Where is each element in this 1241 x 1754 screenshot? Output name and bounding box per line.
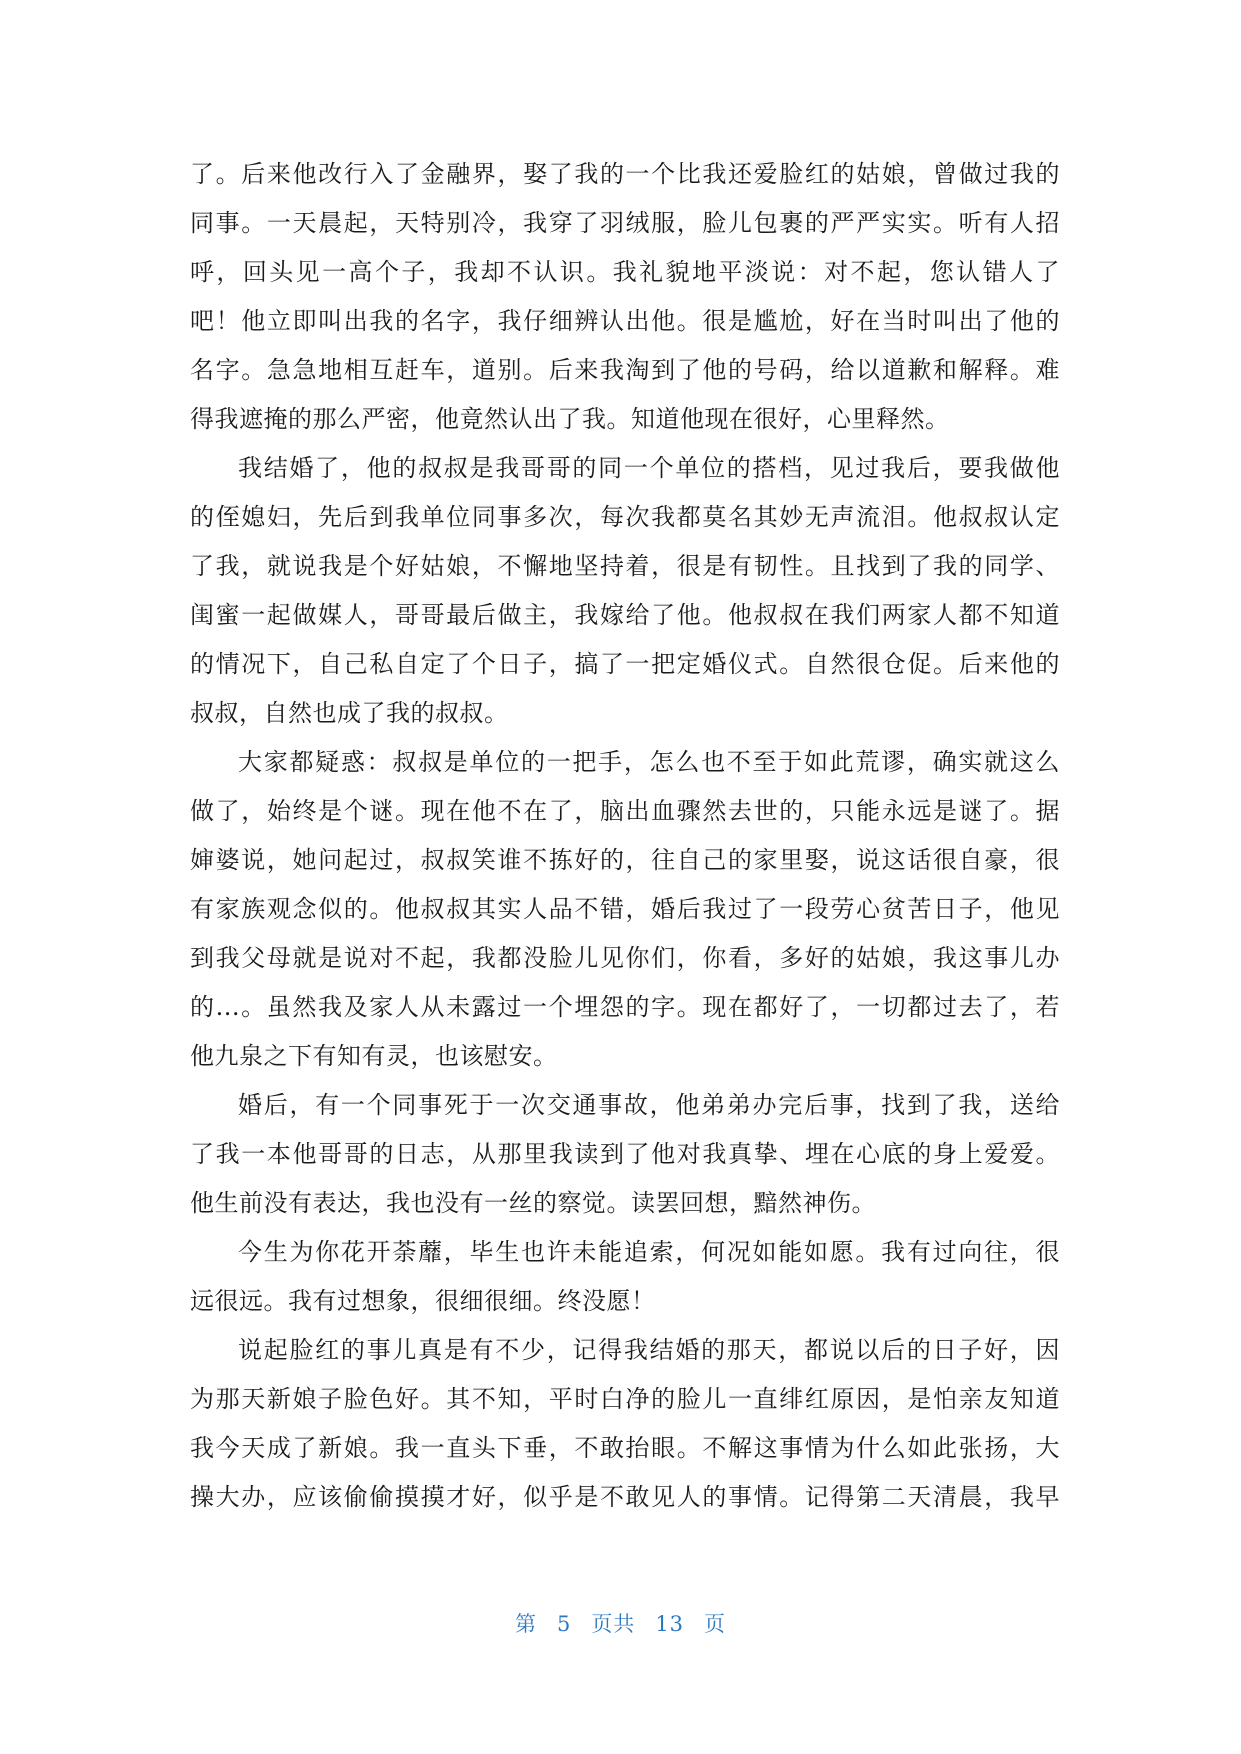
text-line: 做了，始终是个谜。现在他不在了，脑出血骤然去世的，只能永远是谜了。据: [190, 797, 1060, 825]
text-line: 为那天新娘子脸色好。其不知，平时白净的脸儿一直绯红原因，是怕亲友知道: [190, 1385, 1060, 1413]
text-line: 有家族观念似的。他叔叔其实人品不错，婚后我过了一段劳心贫苦日子，他见: [190, 895, 1060, 923]
footer-middle: 页共: [591, 1612, 636, 1636]
text-line: 得我遮掩的那么严密，他竟然认出了我。知道他现在很好，心里释然。: [190, 405, 950, 433]
text-line: 的情况下，自己私自定了个日子，搞了一把定婚仪式。自然很仓促。后来他的: [190, 650, 1060, 678]
text-line: 名字。急急地相互赶车，道别。后来我淘到了他的号码，给以道歉和解释。难: [190, 356, 1060, 384]
text-line: 的...。虽然我及家人从未露过一个埋怨的字。现在都好了，一切都过去了，若: [190, 993, 1060, 1021]
text-line: 呼，回头见一高个子，我却不认识。我礼貌地平淡说：对不起，您认错人了: [190, 258, 1060, 286]
text-line: 了我一本他哥哥的日志，从那里我读到了他对我真挚、埋在心底的身上爱爱。: [190, 1140, 1060, 1168]
text-line: 他生前没有表达，我也没有一丝的察觉。读罢回想，黯然神伤。: [190, 1189, 876, 1217]
text-line: 同事。一天晨起，天特别冷，我穿了羽绒服，脸儿包裹的严严实实。听有人招: [190, 209, 1060, 237]
page-footer: [0, 1608, 1241, 1638]
footer-suffix: 页: [704, 1612, 727, 1636]
text-line: 的侄媳妇，先后到我单位同事多次，每次我都莫名其妙无声流泪。他叔叔认定: [190, 503, 1060, 531]
text-line: 我结婚了，他的叔叔是我哥哥的同一个单位的搭档，见过我后，要我做他: [238, 454, 1060, 482]
text-line: 了。后来他改行入了金融界，娶了我的一个比我还爱脸红的姑娘，曾做过我的: [190, 160, 1060, 188]
text-line: 今生为你花开荼蘼，毕生也许未能追索，何况如能如愿。我有过向往，很: [238, 1238, 1060, 1266]
text-line: 到我父母就是说对不起，我都没脸儿见你们，你看，多好的姑娘，我这事儿办: [190, 944, 1060, 972]
text-line: 操大办，应该偷偷摸摸才好，似乎是不敢见人的事情。记得第二天清晨，我早: [190, 1483, 1060, 1511]
text-line: 了我，就说我是个好姑娘，不懈地坚持着，很是有韧性。且找到了我的同学、: [190, 552, 1060, 580]
text-line: 他九泉之下有知有灵，也该慰安。: [190, 1042, 558, 1070]
text-line: 婚后，有一个同事死于一次交通事故，他弟弟办完后事，找到了我，送给: [238, 1091, 1060, 1119]
footer-page-number: 5: [556, 1612, 572, 1636]
text-line: 大家都疑惑：叔叔是单位的一把手，怎么也不至于如此荒谬，确实就这么: [238, 748, 1060, 776]
text-line: 吧！他立即叫出我的名字，我仔细辨认出他。很是尴尬，好在当时叫出了他的: [190, 307, 1060, 335]
footer-prefix: 第: [514, 1612, 537, 1636]
body-text: [190, 150, 1060, 1522]
text-line: 远很远。我有过想象，很细很细。终没愿！: [190, 1287, 656, 1315]
text-line: 闺蜜一起做媒人，哥哥最后做主，我嫁给了他。他叔叔在我们两家人都不知道: [190, 601, 1060, 629]
text-line: 说起脸红的事儿真是有不少，记得我结婚的那天，都说以后的日子好，因: [238, 1336, 1060, 1364]
text-line: 婶婆说，她问起过，叔叔笑谁不拣好的，往自己的家里娶，说这话很自豪，很: [190, 846, 1060, 874]
text-line: 叔叔，自然也成了我的叔叔。: [190, 699, 509, 727]
text-line: 我今天成了新娘。我一直头下垂，不敢抬眼。不解这事情为什么如此张扬，大: [190, 1434, 1060, 1462]
footer-total-pages: 13: [655, 1612, 685, 1636]
